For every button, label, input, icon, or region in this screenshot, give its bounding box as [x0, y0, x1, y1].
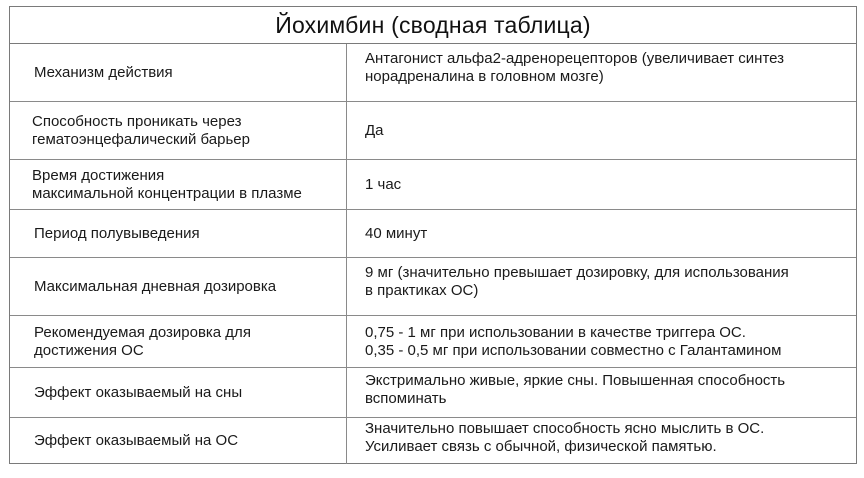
parameter-cell — [10, 44, 347, 101]
table-row — [10, 44, 856, 102]
value-cell — [347, 44, 856, 101]
parameter-label: Эффект оказываемый на сны — [34, 383, 243, 401]
parameter-label: Механизм действия — [34, 63, 173, 81]
parameter-label: Рекомендуемая дозировка для достижения ОС — [34, 323, 251, 359]
parameter-cell — [10, 316, 347, 367]
value-text: Значительно повышает способность ясно мыслить в ОС. Усиливает связь с обычной, физической памятью. — [365, 420, 765, 455]
parameter-label: Способность проникать через гематоэнцефалический барьер — [32, 112, 250, 148]
parameter-cell — [10, 258, 347, 315]
parameter-label: Эффект оказываемый на ОС — [34, 432, 239, 449]
parameter-label: Максимальная дневная дозировка — [34, 277, 277, 295]
parameter-cell — [10, 102, 347, 159]
value-text: Антагонист альфа2-адренорецепторов (увеличивает синтез норадреналина в головном мозге) — [365, 50, 785, 85]
value-text: 40 минут — [365, 224, 428, 242]
parameter-label: Период полувыведения — [34, 224, 200, 242]
table-row — [10, 418, 856, 464]
table-row — [10, 368, 856, 418]
table-row — [10, 258, 856, 316]
value-cell — [347, 102, 856, 159]
value-cell — [347, 316, 856, 367]
value-cell — [347, 258, 856, 315]
value-cell — [347, 368, 856, 417]
value-cell — [347, 160, 856, 209]
value-text: 0,75 - 1 мг при использовании в качестве триггера ОС. 0,35 - 0,5 мг при использовании совместно с Галантамином — [365, 323, 782, 359]
table-row — [10, 210, 856, 258]
table-row — [10, 160, 856, 210]
parameter-cell — [10, 418, 347, 464]
table-title: Йохимбин (сводная таблица) — [10, 7, 856, 44]
parameter-label: Время достижения максимальной концентрации в плазме — [32, 166, 302, 202]
table-row — [10, 102, 856, 160]
summary-table — [9, 6, 857, 464]
parameter-cell — [10, 368, 347, 417]
value-text: 1 час — [365, 175, 402, 193]
value-text: 9 мг (значительно превышает дозировку, для использования в практиках ОС) — [365, 264, 789, 299]
value-text: Да — [365, 121, 384, 139]
table-row — [10, 316, 856, 368]
value-text: Экстримально живые, яркие сны. Повышенная способность вспоминать — [365, 372, 786, 407]
parameter-cell — [10, 160, 347, 209]
value-cell — [347, 210, 856, 257]
parameter-cell — [10, 210, 347, 257]
value-cell — [347, 418, 856, 464]
